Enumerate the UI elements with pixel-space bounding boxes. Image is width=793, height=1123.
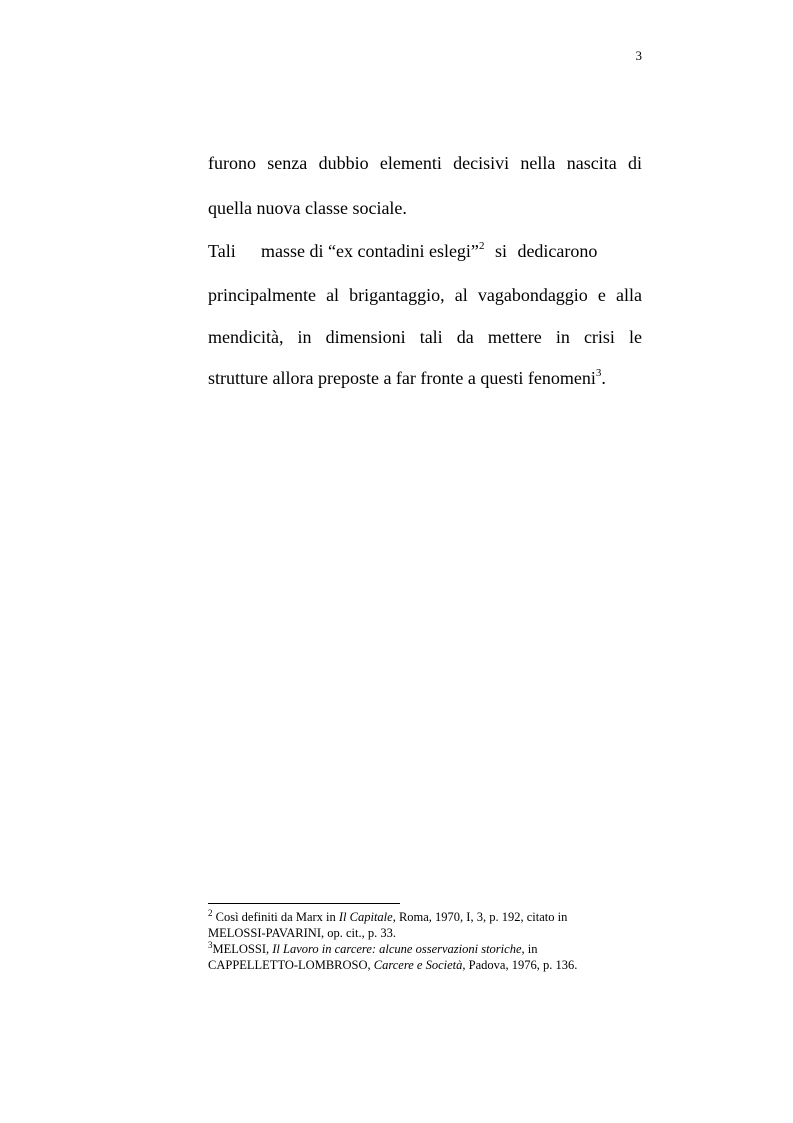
body-line-4: principalmente al brigantaggio, al vagabondaggio e alla [208,285,642,305]
body-line-6-period: . [601,368,606,388]
body-line-3-start: Tali [208,241,236,261]
footnote-ref-3[interactable]: 3 [595,367,602,379]
footnote-3-title: Il Lavoro in carcere: alcune osservazioni storiche, [272,942,525,956]
page-number: 3 [635,48,642,63]
footnote-separator [208,903,400,904]
footnote-2-marker: 2 [208,908,213,918]
body-line-3-end: si dedicarono [484,241,598,261]
footnote-2-line-2: MELOSSI-PAVARINI, op. cit., p. 33. [208,926,396,940]
body-line-3-quote: masse di “ex contadini eslegi” [261,241,479,261]
footnote-3-book-title: Carcere e Società, [373,958,466,972]
footnote-2-line-1: $^2$ Così definiti da Marx in Il Capitale, Roma, 1970, I, 3, p. 192, citato in [208,908,568,924]
footnote-3-line-1: $^3$MELOSSI, Il Lavoro in carcere: alcune osservazioni storiche, in [208,940,538,956]
body-line-2: quella nuova classe sociale. [208,198,407,218]
footnote-3-line-2: CAPPELLETTO-LOMBROSO, Carcere e Società, Padova, 1976, p. 136. [208,958,578,972]
body-line-1: furono senza dubbio elementi decisivi nella nascita di [208,153,642,173]
body-line-3 [208,240,642,262]
footnote-ref-2[interactable]: 2 [478,240,485,252]
body-line-6 [208,367,642,389]
footnote-3-marker: 3 [208,940,213,950]
footnote-2-title: Il Capitale, [338,910,396,924]
body-line-6-text: strutture allora preposte a far fronte a questi fenomeni [208,368,596,388]
body-line-5: mendicità, in dimensioni tali da mettere in crisi le [208,327,642,347]
